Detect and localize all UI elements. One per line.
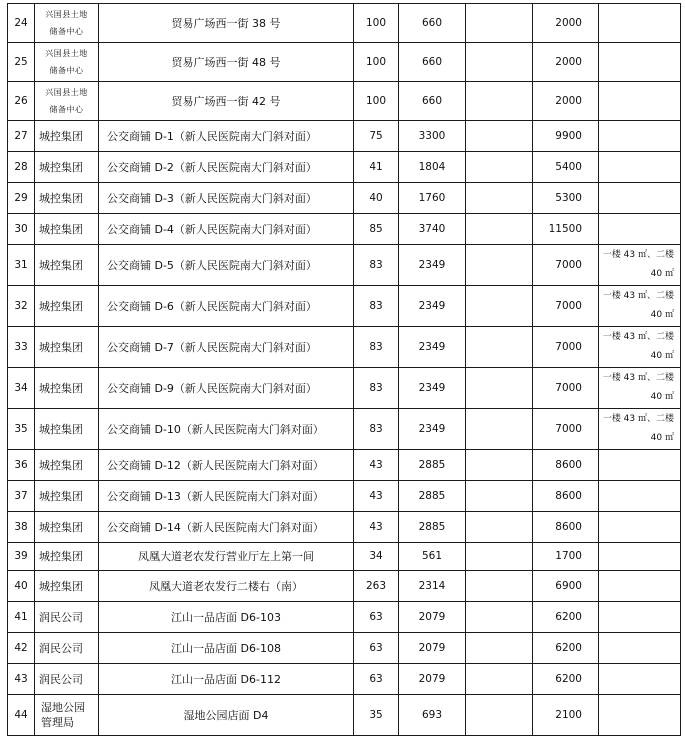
unit-line: 储备中心	[49, 66, 84, 75]
rent-cell: 7000	[533, 245, 599, 286]
unit-line: 城控集团	[39, 258, 83, 272]
location-cell: 公交商铺 D-14（新人民医院南大门斜对面）	[99, 512, 354, 543]
note-cell	[599, 214, 681, 245]
price-cell: 2349	[399, 327, 466, 368]
unit-cell	[35, 4, 99, 43]
table-row	[8, 214, 681, 245]
unit-line: 润民公司	[39, 641, 83, 655]
location-cell: 贸易广场西一街 38 号	[99, 4, 354, 43]
row-number: 37	[8, 481, 35, 512]
area-cell: 100	[354, 43, 399, 82]
row-number: 39	[8, 543, 35, 571]
location-cell: 公交商铺 D-10（新人民医院南大门斜对面）	[99, 409, 354, 450]
unit-cell	[35, 368, 99, 409]
rent-cell: 8600	[533, 481, 599, 512]
blank-cell	[466, 121, 533, 152]
area-cell: 63	[354, 633, 399, 664]
unit-cell	[35, 664, 99, 695]
rent-cell: 2000	[533, 43, 599, 82]
unit-cell	[35, 481, 99, 512]
unit-line: 城控集团	[39, 489, 83, 503]
rent-cell: 7000	[533, 327, 599, 368]
unit-line: 兴国县土地	[45, 10, 88, 19]
area-cell: 85	[354, 214, 399, 245]
unit-cell	[35, 214, 99, 245]
note-cell	[599, 633, 681, 664]
unit-line: 城控集团	[39, 299, 83, 313]
rent-cell: 5400	[533, 152, 599, 183]
area-cell: 100	[354, 4, 399, 43]
blank-cell	[466, 43, 533, 82]
unit-cell	[35, 602, 99, 633]
price-cell: 2349	[399, 245, 466, 286]
blank-cell	[466, 245, 533, 286]
unit-cell	[35, 633, 99, 664]
location-cell: 公交商铺 D-2（新人民医院南大门斜对面）	[99, 152, 354, 183]
price-cell: 2885	[399, 481, 466, 512]
location-cell: 公交商铺 D-6（新人民医院南大门斜对面）	[99, 286, 354, 327]
row-number: 24	[8, 4, 35, 43]
unit-line: 兴国县土地	[45, 49, 88, 58]
row-number: 25	[8, 43, 35, 82]
note-cell	[599, 602, 681, 633]
unit-cell	[35, 543, 99, 571]
unit-line: 城控集团	[39, 129, 83, 143]
table-row	[8, 286, 681, 327]
unit-line: 城控集团	[39, 160, 83, 174]
table-row	[8, 43, 681, 82]
price-cell: 660	[399, 82, 466, 121]
area-cell: 263	[354, 571, 399, 602]
unit-line: 城控集团	[39, 340, 83, 354]
location-cell: 公交商铺 D-3（新人民医院南大门斜对面）	[99, 183, 354, 214]
table-row	[8, 82, 681, 121]
note-cell	[599, 327, 681, 368]
note-cell	[599, 695, 681, 736]
price-cell: 2079	[399, 664, 466, 695]
location-cell: 贸易广场西一街 48 号	[99, 43, 354, 82]
price-cell: 660	[399, 4, 466, 43]
area-cell: 34	[354, 543, 399, 571]
unit-cell	[35, 286, 99, 327]
price-cell: 660	[399, 43, 466, 82]
table-row	[8, 245, 681, 286]
table-row	[8, 327, 681, 368]
table-row	[8, 512, 681, 543]
row-number: 41	[8, 602, 35, 633]
note-cell	[599, 121, 681, 152]
price-cell: 2349	[399, 286, 466, 327]
row-number: 44	[8, 695, 35, 736]
blank-cell	[466, 543, 533, 571]
rent-cell: 9900	[533, 121, 599, 152]
unit-cell	[35, 327, 99, 368]
blank-cell	[466, 4, 533, 43]
row-number: 29	[8, 183, 35, 214]
blank-cell	[466, 450, 533, 481]
location-cell: 湿地公园店面 D4	[99, 695, 354, 736]
location-cell: 公交商铺 D-13（新人民医院南大门斜对面）	[99, 481, 354, 512]
unit-cell	[35, 183, 99, 214]
unit-line: 储备中心	[49, 27, 84, 36]
note-line: 一楼 43 ㎡、二楼	[602, 414, 674, 424]
note-cell	[599, 450, 681, 481]
area-cell: 83	[354, 368, 399, 409]
row-number: 40	[8, 571, 35, 602]
unit-line: 城控集团	[39, 458, 83, 472]
rent-cell: 6900	[533, 571, 599, 602]
unit-line: 城控集团	[39, 222, 83, 236]
rent-cell: 1700	[533, 543, 599, 571]
blank-cell	[466, 664, 533, 695]
note-line: 一楼 43 ㎡、二楼	[602, 332, 674, 342]
row-number: 26	[8, 82, 35, 121]
blank-cell	[466, 409, 533, 450]
rent-cell: 6200	[533, 664, 599, 695]
unit-line: 储备中心	[49, 105, 84, 114]
unit-cell	[35, 152, 99, 183]
blank-cell	[466, 82, 533, 121]
area-cell: 43	[354, 481, 399, 512]
price-cell: 2349	[399, 368, 466, 409]
price-cell: 2885	[399, 450, 466, 481]
location-cell: 凤凰大道老农发行营业厅左上第一间	[99, 543, 354, 571]
unit-cell	[35, 512, 99, 543]
note-cell	[599, 481, 681, 512]
table-row	[8, 450, 681, 481]
area-cell: 83	[354, 327, 399, 368]
note-cell	[599, 82, 681, 121]
unit-cell	[35, 571, 99, 602]
location-cell: 公交商铺 D-1（新人民医院南大门斜对面）	[99, 121, 354, 152]
area-cell: 83	[354, 286, 399, 327]
blank-cell	[466, 571, 533, 602]
price-cell: 1804	[399, 152, 466, 183]
blank-cell	[466, 368, 533, 409]
table-row	[8, 152, 681, 183]
table-row	[8, 368, 681, 409]
unit-line: 管理局	[41, 716, 74, 729]
price-cell: 693	[399, 695, 466, 736]
blank-cell	[466, 327, 533, 368]
note-cell	[599, 543, 681, 571]
rent-cell: 5300	[533, 183, 599, 214]
table-row	[8, 481, 681, 512]
unit-cell	[35, 245, 99, 286]
rent-cell: 8600	[533, 512, 599, 543]
note-line: 40 ㎡	[650, 269, 674, 279]
note-cell	[599, 245, 681, 286]
note-line: 一楼 43 ㎡、二楼	[602, 373, 674, 383]
unit-line: 城控集团	[39, 579, 83, 593]
unit-line: 城控集团	[39, 381, 83, 395]
location-cell: 江山一品店面 D6-112	[99, 664, 354, 695]
table-row	[8, 695, 681, 736]
price-cell: 1760	[399, 183, 466, 214]
unit-cell	[35, 695, 99, 736]
note-cell	[599, 183, 681, 214]
row-number: 36	[8, 450, 35, 481]
blank-cell	[466, 152, 533, 183]
note-line: 40 ㎡	[650, 392, 674, 402]
note-cell	[599, 664, 681, 695]
table-row	[8, 602, 681, 633]
price-cell: 2314	[399, 571, 466, 602]
blank-cell	[466, 286, 533, 327]
unit-cell	[35, 450, 99, 481]
area-cell: 63	[354, 664, 399, 695]
rent-cell: 7000	[533, 368, 599, 409]
area-cell: 43	[354, 512, 399, 543]
row-number: 31	[8, 245, 35, 286]
table-row	[8, 664, 681, 695]
location-cell: 江山一品店面 D6-108	[99, 633, 354, 664]
row-number: 28	[8, 152, 35, 183]
blank-cell	[466, 633, 533, 664]
table-row	[8, 409, 681, 450]
note-cell	[599, 571, 681, 602]
note-cell	[599, 152, 681, 183]
area-cell: 43	[354, 450, 399, 481]
table-row	[8, 571, 681, 602]
table-row	[8, 543, 681, 571]
rent-cell: 6200	[533, 633, 599, 664]
rent-cell: 2000	[533, 82, 599, 121]
table-row	[8, 4, 681, 43]
note-cell	[599, 286, 681, 327]
area-cell: 100	[354, 82, 399, 121]
unit-line: 城控集团	[39, 191, 83, 205]
price-cell: 561	[399, 543, 466, 571]
price-cell: 3740	[399, 214, 466, 245]
location-cell: 公交商铺 D-7（新人民医院南大门斜对面）	[99, 327, 354, 368]
unit-line: 城控集团	[39, 520, 83, 534]
rent-cell: 2100	[533, 695, 599, 736]
unit-line: 城控集团	[39, 422, 83, 436]
unit-cell	[35, 409, 99, 450]
note-line: 40 ㎡	[650, 351, 674, 361]
blank-cell	[466, 512, 533, 543]
price-cell: 3300	[399, 121, 466, 152]
row-number: 43	[8, 664, 35, 695]
note-cell	[599, 368, 681, 409]
note-cell	[599, 43, 681, 82]
row-number: 35	[8, 409, 35, 450]
table-row	[8, 633, 681, 664]
unit-line: 城控集团	[39, 550, 83, 563]
property-table	[7, 3, 681, 736]
area-cell: 40	[354, 183, 399, 214]
blank-cell	[466, 183, 533, 214]
row-number: 32	[8, 286, 35, 327]
location-cell: 公交商铺 D-9（新人民医院南大门斜对面）	[99, 368, 354, 409]
note-line: 40 ㎡	[650, 433, 674, 443]
note-line: 一楼 43 ㎡、二楼	[602, 250, 674, 260]
rent-cell: 7000	[533, 286, 599, 327]
unit-line: 湿地公园	[41, 701, 85, 714]
row-number: 42	[8, 633, 35, 664]
unit-line: 兴国县土地	[45, 88, 88, 97]
row-number: 33	[8, 327, 35, 368]
row-number: 34	[8, 368, 35, 409]
blank-cell	[466, 602, 533, 633]
area-cell: 63	[354, 602, 399, 633]
blank-cell	[466, 214, 533, 245]
location-cell: 公交商铺 D-12（新人民医院南大门斜对面）	[99, 450, 354, 481]
area-cell: 83	[354, 409, 399, 450]
unit-cell	[35, 121, 99, 152]
price-cell: 2079	[399, 602, 466, 633]
unit-cell	[35, 43, 99, 82]
location-cell: 贸易广场西一街 42 号	[99, 82, 354, 121]
location-cell: 江山一品店面 D6-103	[99, 602, 354, 633]
area-cell: 75	[354, 121, 399, 152]
rent-cell: 6200	[533, 602, 599, 633]
rent-cell: 2000	[533, 4, 599, 43]
table-row	[8, 121, 681, 152]
rent-cell: 8600	[533, 450, 599, 481]
note-line: 40 ㎡	[650, 310, 674, 320]
blank-cell	[466, 695, 533, 736]
area-cell: 83	[354, 245, 399, 286]
price-cell: 2349	[399, 409, 466, 450]
location-cell: 公交商铺 D-5（新人民医院南大门斜对面）	[99, 245, 354, 286]
area-cell: 41	[354, 152, 399, 183]
rent-cell: 7000	[533, 409, 599, 450]
location-cell: 凤凰大道老农发行二楼右（南）	[99, 571, 354, 602]
note-line: 一楼 43 ㎡、二楼	[602, 291, 674, 301]
blank-cell	[466, 481, 533, 512]
unit-line: 润民公司	[39, 672, 83, 686]
row-number: 38	[8, 512, 35, 543]
table-row	[8, 183, 681, 214]
note-cell	[599, 409, 681, 450]
rent-cell: 11500	[533, 214, 599, 245]
price-cell: 2885	[399, 512, 466, 543]
area-cell: 35	[354, 695, 399, 736]
location-cell: 公交商铺 D-4（新人民医院南大门斜对面）	[99, 214, 354, 245]
note-cell	[599, 512, 681, 543]
unit-line: 润民公司	[39, 610, 83, 624]
note-cell	[599, 4, 681, 43]
unit-cell	[35, 82, 99, 121]
row-number: 30	[8, 214, 35, 245]
price-cell: 2079	[399, 633, 466, 664]
row-number: 27	[8, 121, 35, 152]
